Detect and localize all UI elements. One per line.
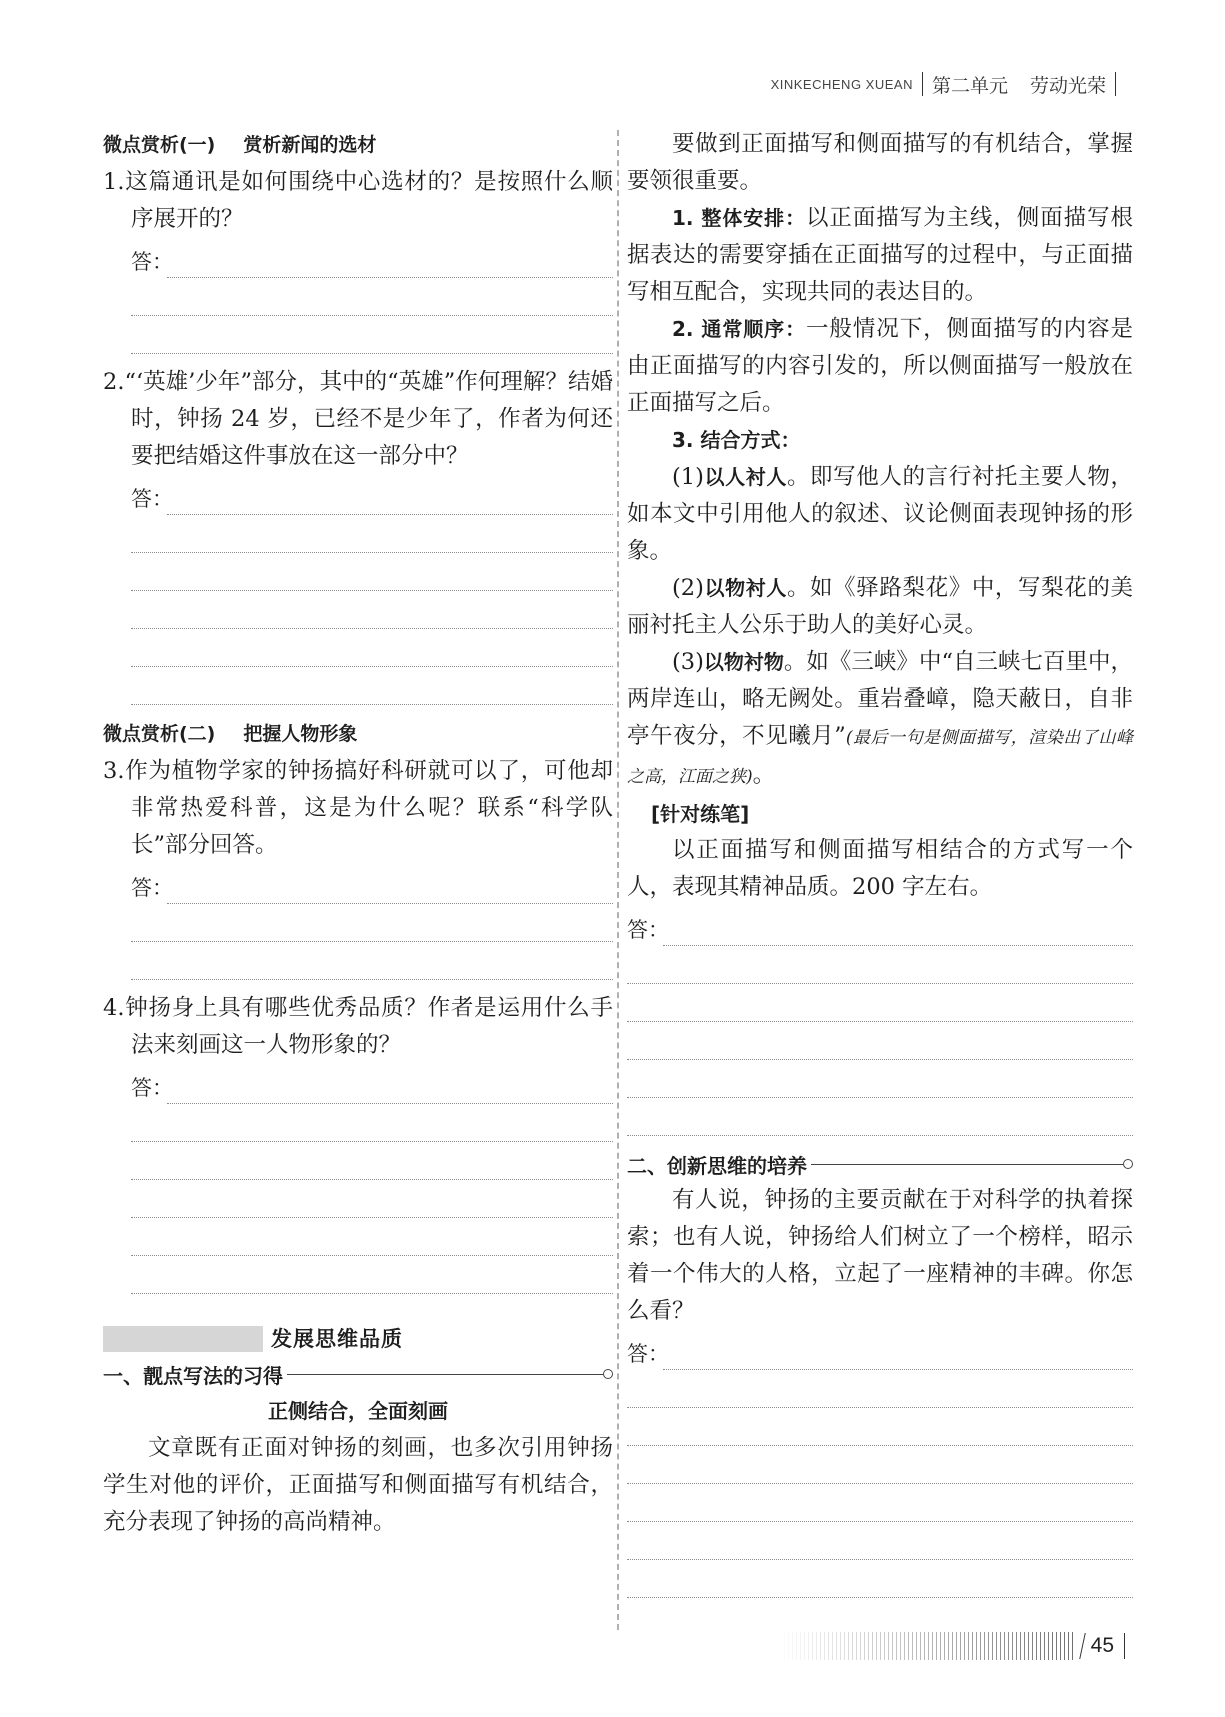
intro-text: 要做到正面描写和侧面描写的有机结合，掌握要领很重要。 bbox=[627, 131, 1133, 194]
series-name: XINKECHENG XUEAN bbox=[770, 76, 913, 92]
circle-icon bbox=[1123, 1159, 1133, 1169]
point-3: 3. 结合方式： bbox=[672, 428, 801, 452]
right-column bbox=[627, 126, 1133, 1608]
footer-slash bbox=[1079, 1633, 1086, 1659]
method-text: 文章既有正面对钟扬的刻画，也多次引用钟扬学生对他的评价，正面描写和侧面描写有机结合，充分表现了钟扬的高尚精神。 bbox=[103, 1435, 613, 1535]
running-header bbox=[771, 68, 1125, 100]
part-1-heading: 一、靓点写法的习得 bbox=[103, 1356, 613, 1392]
answer-label: 答： bbox=[131, 876, 173, 900]
band-heading: 发展思维品质 bbox=[103, 1322, 613, 1356]
section-heading-2: 微点赏析(二) 把握人物形象 bbox=[103, 723, 358, 745]
unit-title: 劳动光荣 bbox=[1029, 74, 1106, 97]
question-1: 1.这篇通讯是如何围绕中心选材的？是按照什么顺序展开的？ bbox=[103, 169, 613, 232]
answer-label: 答： bbox=[627, 1342, 669, 1366]
section-heading-1: 微点赏析(一) 赏析新闻的选材 bbox=[103, 134, 377, 156]
circle-icon bbox=[603, 1369, 613, 1379]
answer-label: 答： bbox=[131, 250, 173, 274]
left-column bbox=[103, 126, 613, 1541]
unit-number: 第二单元 bbox=[931, 74, 1008, 97]
answer-area-part-2[interactable] bbox=[627, 1332, 1133, 1598]
page-number: 45 bbox=[1090, 1634, 1114, 1657]
answer-area-2[interactable] bbox=[131, 477, 613, 705]
method-1: (1)以人衬人。即写他人的言行衬托主要人物，如本文中引用他人的叙述、议论侧面表现钟扬的形象。 bbox=[627, 464, 1133, 564]
part-2-heading: 二、创新思维的培养 bbox=[627, 1146, 1133, 1182]
dot-pattern bbox=[776, 1632, 1076, 1660]
question-4: 4.钟扬身上具有哪些优秀品质？作者是运用什么手法来刻画这一人物形象的？ bbox=[103, 995, 613, 1058]
page-footer bbox=[776, 1626, 1125, 1666]
method-2: (2)以物衬人。如《驿路梨花》中，写梨花的美丽衬托主人公乐于助人的美好心灵。 bbox=[627, 575, 1133, 638]
column-divider bbox=[617, 130, 619, 1630]
answer-label: 答： bbox=[131, 487, 173, 511]
header-separator-end bbox=[1115, 72, 1116, 96]
part-2-text: 有人说，钟扬的主要贡献在于对科学的执着探索；也有人说，钟扬给人们树立了一个榜样，昭示着一个伟大的人格，立起了一座精神的丰碑。你怎么看？ bbox=[627, 1187, 1133, 1324]
answer-area-4[interactable] bbox=[131, 1066, 613, 1294]
question-2: 2.“‘英雄’少年”部分，其中的“英雄”作何理解？结婚时，钟扬 24 岁，已经不是少年了，作者为何还要把结婚这件事放在这一部分中？ bbox=[103, 369, 613, 469]
answer-area-practice[interactable] bbox=[627, 908, 1133, 1136]
point-1: 1. 整体安排：以正面描写为主线，侧面描写根据表达的需要穿插在正面描写的过程中，与正面描写相互配合，实现共同的表达目的。 bbox=[627, 205, 1133, 305]
practice-heading: [针对练笔] bbox=[651, 802, 750, 826]
footer-bar bbox=[1124, 1633, 1125, 1659]
practice-text: 以正面描写和侧面描写相结合的方式写一个人，表现其精神品质。200 字左右。 bbox=[627, 837, 1133, 900]
method-title: 正侧结合，全面刻画 bbox=[268, 1399, 448, 1423]
answer-label: 答： bbox=[627, 918, 669, 942]
point-2: 2. 通常顺序：一般情况下，侧面描写的内容是由正面描写的内容引发的，所以侧面描写一般放在正面描写之后。 bbox=[627, 316, 1133, 416]
header-separator bbox=[922, 72, 923, 96]
question-3: 3.作为植物学家的钟扬搞好科研就可以了，可他却非常热爱科普，这是为什么呢？联系“科学队长”部分回答。 bbox=[103, 758, 613, 858]
answer-area-3[interactable] bbox=[131, 866, 613, 980]
method-3: (3)以物衬物。如《三峡》中“自三峡七百里中，两岸连山，略无阙处。重岩叠嶂，隐天蔽日，自非亭午夜分，不见曦月”(最后一句是侧面描写，渲染出了山峰之高，江面之狭)。 bbox=[627, 649, 1133, 788]
answer-area-1[interactable] bbox=[131, 240, 613, 354]
answer-label: 答： bbox=[131, 1076, 173, 1100]
